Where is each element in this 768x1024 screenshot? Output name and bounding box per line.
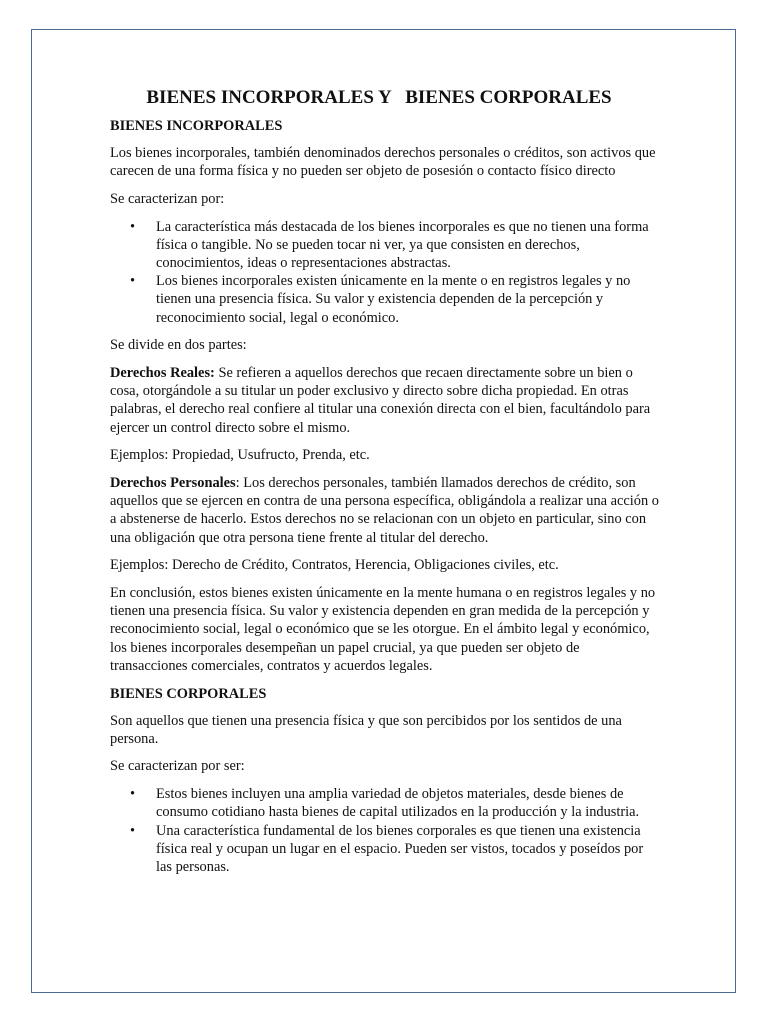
list-item-text: Los bienes incorporales existen únicamente en la mente o en registros legales y no tienen una presencia física. Su valor y existencia dependen de la percepción y reconocimiento social, legal o económico. (156, 273, 631, 326)
incorporales-caracterizan-label: Se caracterizan por: (110, 190, 225, 207)
derechos-personales-text: : Los derechos personales, también llamados derechos de crédito, son aquellos que se ejercen en contra de una persona específica, obligándola a realizar una acción o a abstenerse de hacerlo. Estos derechos no se relacionan con un objeto en particular, sino con una obligación que otra persona tiene frente al titular del derecho. (110, 475, 659, 546)
incorporales-conclusion: En conclusión, estos bienes existen únicamente en la mente humana o en registros legales y no tienen una presencia física. Su valor y existencia dependen en gran medida de la percepción y reconocimiento social, legal o económico que se les otorgue. En el ámbito legal y económico, los bienes incorporales desempeñan un papel crucial, ya que pueden ser objeto de transacciones comerciales, contratos y acuerdos legales. (110, 585, 656, 674)
bullet-icon: • (130, 786, 136, 803)
derechos-reales-examples: Ejemplos: Propiedad, Usufructo, Prenda, etc. (110, 447, 370, 464)
list-item-text: Estos bienes incluyen una amplia variedad de objetos materiales, desde bienes de consumo cotidiano hasta bienes de capital utilizados en la producción y la industria. (156, 786, 640, 821)
document-title: BIENES INCORPORALES Y BIENES CORPORALES (146, 87, 612, 108)
derechos-personales-examples: Ejemplos: Derecho de Crédito, Contratos, Herencia, Obligaciones civiles, etc. (110, 557, 559, 574)
list-item (130, 218, 660, 273)
derechos-reales-text: Se refieren a aquellos derechos que recaen directamente sobre un bien o cosa, otorgándole a su titular un poder exclusivo y directo sobre dicha propiedad. En otras palabras, el derecho real confiere al titular una conexión directa con el bien, facultándolo para ejercer un control directo sobre el mismo. (110, 365, 651, 436)
list-item (130, 272, 660, 327)
bullet-icon: • (130, 218, 136, 235)
incorporales-intro: Los bienes incorporales, también denominados derechos personales o créditos, son activos que carecen de una forma física y no pueden ser objeto de posesión o contacto físico directo (110, 145, 656, 180)
bullet-icon: • (130, 273, 136, 290)
list-item-text: La característica más destacada de los bienes incorporales es que no tienen una forma física o tangible. No se pueden tocar ni ver, ya que consisten en derechos, conocimientos, ideas o representaciones abstractas. (156, 218, 649, 272)
incorporales-bullet-list (110, 218, 660, 327)
bullet-icon: • (130, 822, 136, 839)
derechos-personales-term: Derechos Personales (110, 475, 236, 492)
corporales-caracterizan-label: Se caracterizan por ser: (110, 758, 245, 775)
divide-label: Se divide en dos partes: (110, 337, 247, 354)
document-body (110, 86, 660, 886)
list-item (130, 822, 660, 877)
section-heading-incorporales: BIENES INCORPORALES (110, 118, 283, 134)
corporales-bullet-list (110, 785, 660, 876)
derechos-reales-paragraph (110, 364, 660, 437)
list-item-text: Una característica fundamental de los bienes corporales es que tienen una existencia física real y ocupan un lugar en el espacio. Pueden ser vistos, tocados y poseídos por las personas. (156, 822, 644, 875)
section-heading-corporales: BIENES CORPORALES (110, 685, 267, 702)
derechos-personales-paragraph (110, 474, 660, 547)
list-item (130, 785, 660, 821)
derechos-reales-term: Derechos Reales: (110, 365, 215, 382)
corporales-intro: Son aquellos que tienen una presencia física y que son percibidos por los sentidos de una persona. (110, 712, 622, 747)
